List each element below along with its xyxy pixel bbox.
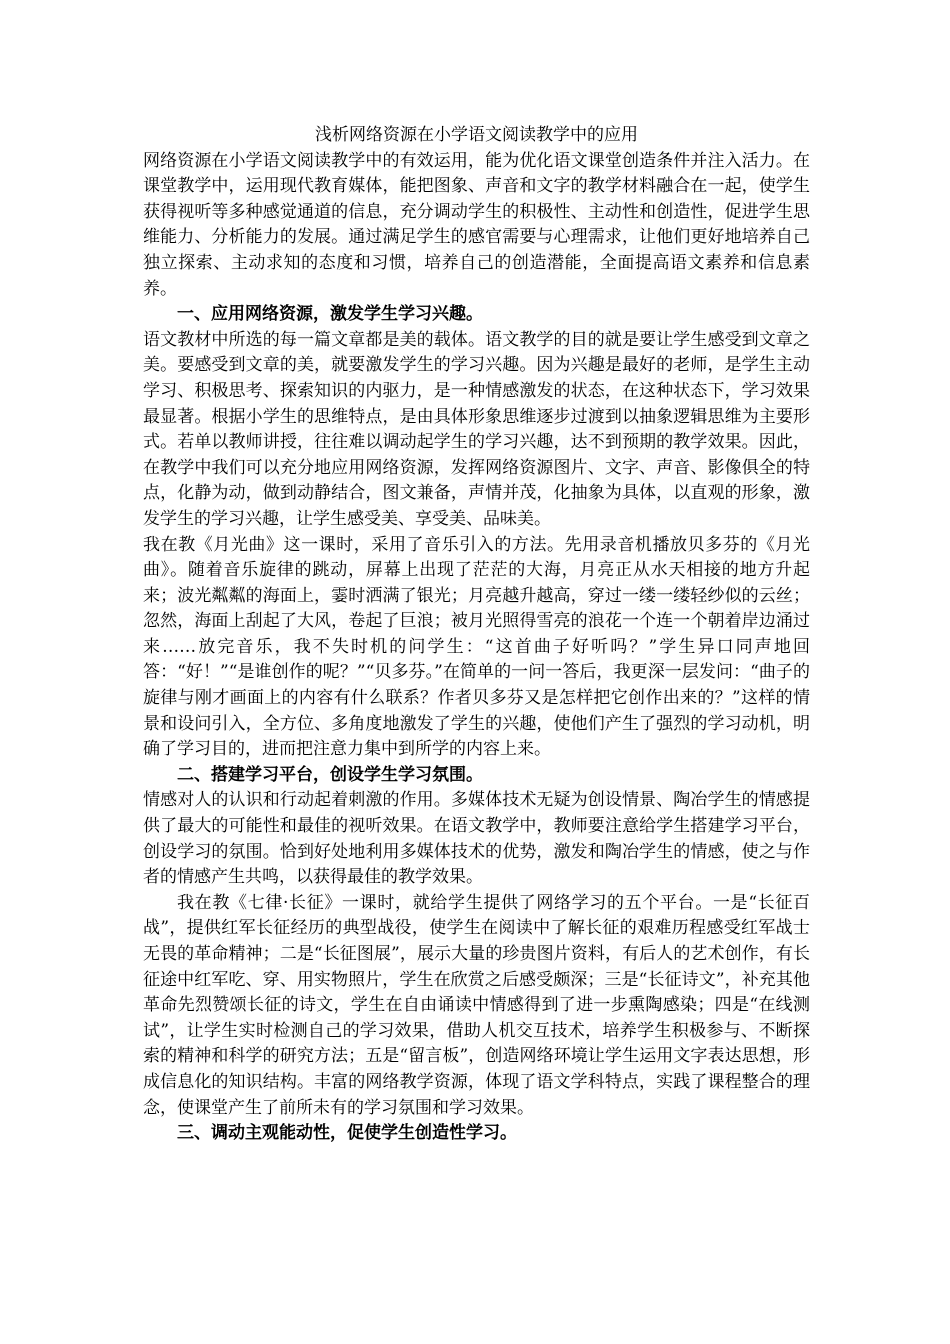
section-1-paragraph-1: 语文教材中所选的每一篇文章都是美的载体。语文教学的目的就是要让学生感受到文章之美。要感受到文章的美，就要激发学生的学习兴趣。因为兴趣是最好的老师，是学生主动学习、积极思考、探索知识的内驱力，是一种情感激发的状态，在这种状态下，学习效果最显著。根据小学生的思维特点，是由具体形象思维逐步过渡到以抽象逻辑思维为主要形式。若单以教师讲授，往往难以调动起学生的学习兴趣，达不到预期的教学效果。因此，在教学中我们可以充分地应用网络资源，发挥网络资源图片、文字、声音、影像俱全的特点，化静为动，做到动静结合，图文兼备，声情并茂，化抽象为具体，以直观的形象，激发学生的学习兴趣，让学生感受美、享受美、品味美。	[143, 329, 810, 529]
section-1-paragraph-2: 我在教《月光曲》这一课时，采用了音乐引入的方法。先用录音机播放贝多芬的《月光曲》。随着音乐旋律的跳动，屏幕上出现了茫茫的大海，月亮正从水天相接的地方升起来；波光粼粼的海面上，霎时洒满了银光；月亮越升越高，穿过一缕一缕轻纱似的云丝；忽然，海面上刮起了大风，卷起了巨浪；被月光照得雪亮的浪花一个连一个朝着岸边涌过来……放完音乐，我不失时机的问学生：“这首曲子好听吗？”学生异口同声地回答：“好！”“是谁创作的呢？”“贝多芬。”在简单的一问一答后，我更深一层发问：“曲子的旋律与刚才画面上的内容有什么联系？作者贝多芬又是怎样把它创作出来的？”这样的情景和设问引入，全方位、多角度地激发了学生的兴趣，使他们产生了强烈的学习动机，明确了学习目的，进而把注意力集中到所学的内容上来。	[143, 534, 810, 760]
document-page	[143, 123, 810, 1147]
section-2-paragraph-2: 我在教《七律·长征》一课时，就给学生提供了网络学习的五个平台。一是“长征百战”，提供红军长征经历的典型战役，使学生在阅读中了解长征的艰难历程感受红军战士无畏的革命精神；二是“长征图展”，展示大量的珍贵图片资料，有后人的艺术创作，有长征途中红军吃、穿、用实物照片，学生在欣赏之后感受颇深；三是“长征诗文”，补充其他革命先烈赞颂长征的诗文，学生在自由诵读中情感得到了进一步熏陶感染；四是“在线测试”，让学生实时检测自己的学习效果，借助人机交互技术，培养学生积极参与、不断探索的精神和科学的研究方法；五是“留言板”，创造网络环境让学生运用文字表达思想，形成信息化的知识结构。丰富的网络教学资源，体现了语文学科特点，实践了课程整合的理念，使课堂产生了前所未有的学习氛围和学习效果。	[143, 892, 810, 1118]
section-heading-3: 三、调动主观能动性，促使学生创造性学习。	[177, 1123, 517, 1144]
intro-paragraph: 网络资源在小学语文阅读教学中的有效运用，能为优化语文课堂创造条件并注入活力。在课堂教学中，运用现代教育媒体，能把图象、声音和文字的教学材料融合在一起，使学生获得视听等多种感觉通道的信息，充分调动学生的积极性、主动性和创造性，促进学生思维能力、分析能力的发展。通过满足学生的感官需要与心理需求，让他们更好地培养自己独立探索、主动求知的态度和习惯，培养自己的创造潜能，全面提高语文素养和信息素养。	[143, 150, 810, 299]
section-heading-2: 二、搭建学习平台，创设学生学习氛围。	[177, 764, 483, 785]
section-2-paragraph-1: 情感对人的认识和行动起着刺激的作用。多媒体技术无疑为创设情景、陶冶学生的情感提供了最大的可能性和最佳的视听效果。在语文教学中，教师要注意给学生搭建学习平台，创设学习的氛围。恰到好处地利用多媒体技术的优势，激发和陶冶学生的情感，使之与作者的情感产生共鸣，以获得最佳的教学效果。	[143, 790, 810, 888]
section-heading-1: 一、应用网络资源，激发学生学习兴趣。	[177, 304, 483, 325]
document-title: 浅析网络资源在小学语文阅读教学中的应用	[315, 125, 638, 145]
